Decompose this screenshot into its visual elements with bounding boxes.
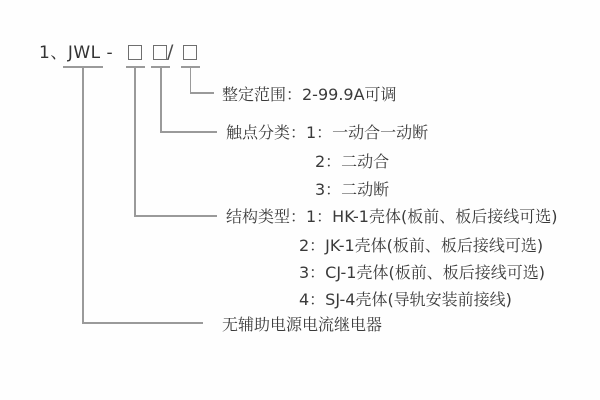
label-product-name: 无辅助电源电流继电器 bbox=[222, 315, 383, 334]
separator-slash: / bbox=[167, 41, 174, 63]
stem-contact-type bbox=[160, 66, 162, 133]
stem-product-name bbox=[82, 66, 84, 324]
label-structure-type: 结构类型：1：HK-1壳体(板前、板后接线可选) bbox=[226, 207, 558, 226]
connector-contact-type bbox=[160, 131, 217, 133]
digit-box-contact-type bbox=[153, 45, 167, 60]
stem-structure-type bbox=[134, 66, 136, 217]
label-contact-type-option-2: 2：二动合 bbox=[315, 152, 390, 171]
connector-product-name bbox=[82, 322, 203, 324]
model-prefix-text: 1、JWL - bbox=[39, 43, 114, 63]
label-structure-type-option-3: 3：CJ-1壳体(板前、板后接线可选) bbox=[299, 263, 545, 282]
label-structure-type-option-2: 2：JK-1壳体(板前、板后接线可选) bbox=[299, 236, 544, 255]
label-contact-type: 触点分类：1：一动合一动断 bbox=[226, 123, 429, 142]
label-setting-range: 整定范围：2-99.9A可调 bbox=[222, 85, 397, 104]
connector-setting-range bbox=[190, 92, 214, 94]
connector-structure-type bbox=[134, 215, 217, 217]
digit-box-setting-range bbox=[183, 45, 197, 60]
label-contact-type-option-3: 3：二动断 bbox=[315, 180, 390, 199]
stem-setting-range bbox=[190, 66, 192, 94]
label-structure-type-option-4: 4：SJ-4壳体(导轨安装前接线) bbox=[299, 290, 512, 309]
underline-box-structure bbox=[126, 66, 145, 68]
digit-box-structure-type bbox=[128, 45, 142, 60]
